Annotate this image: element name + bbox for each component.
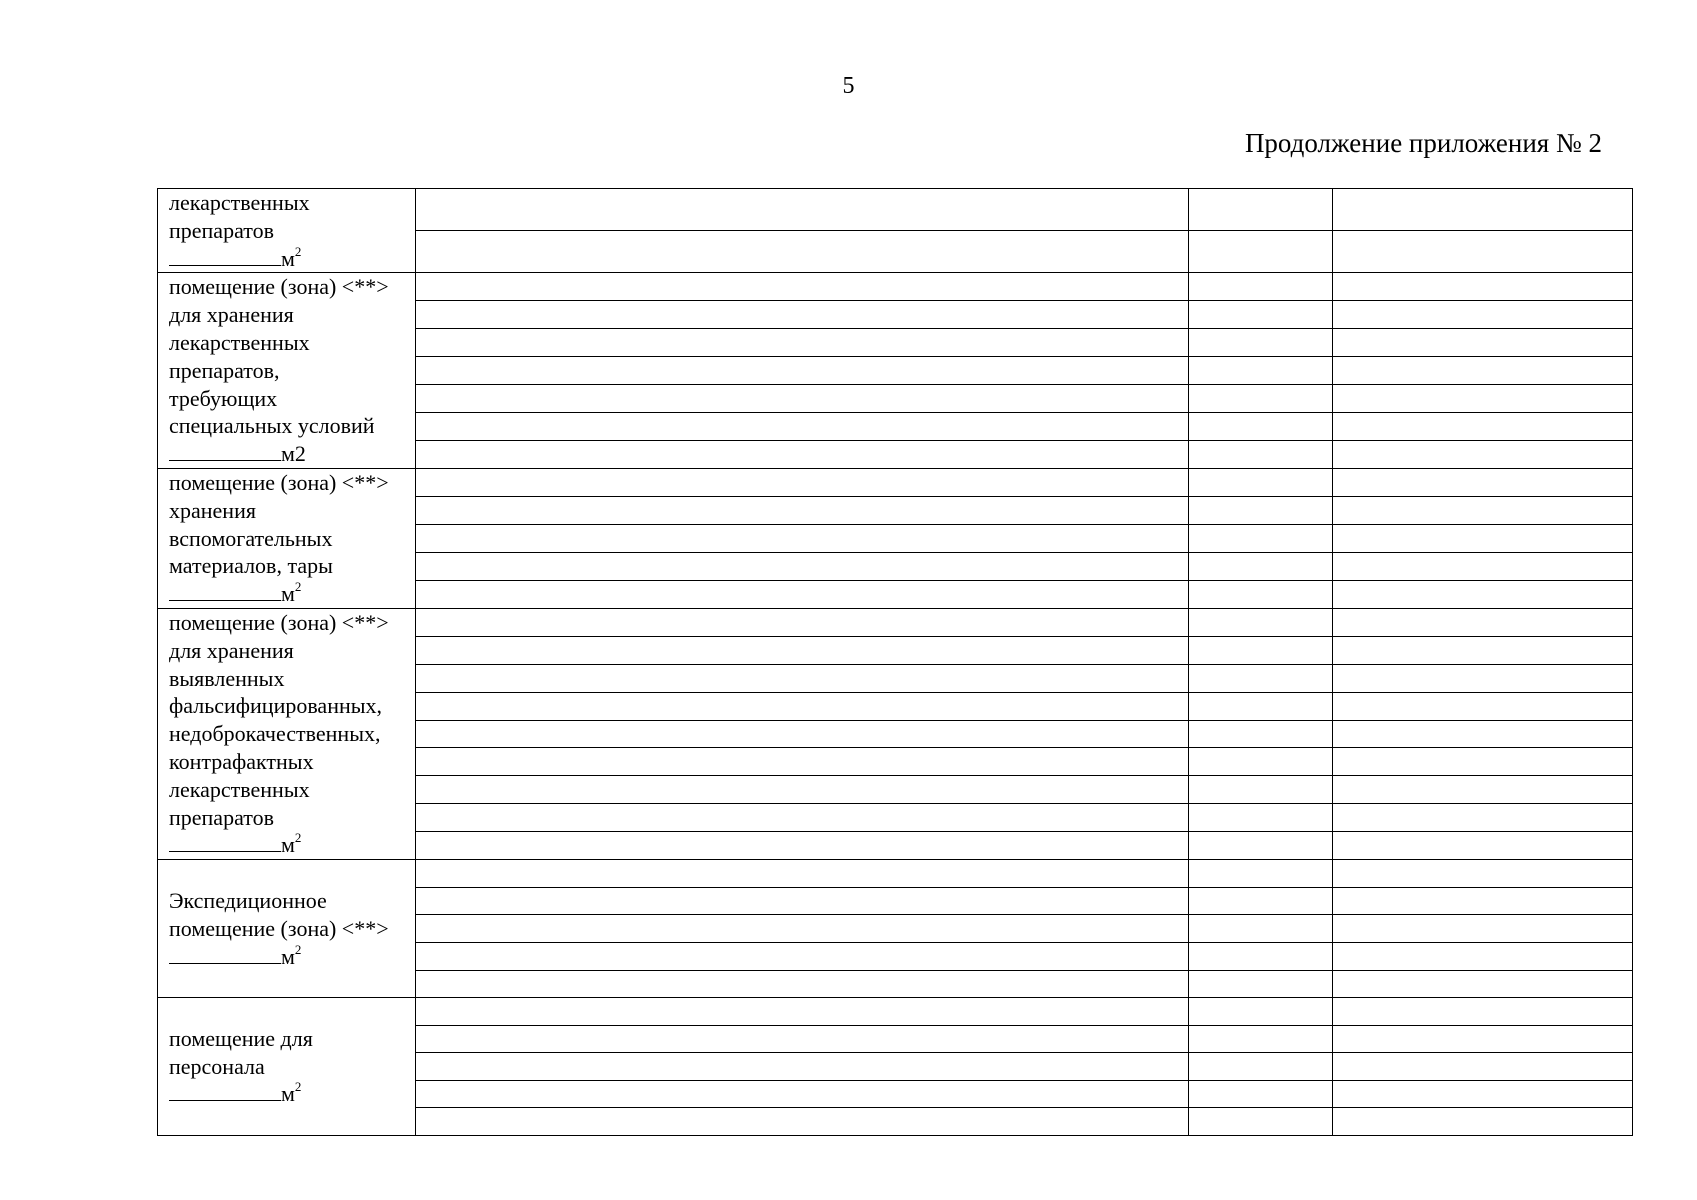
area-blank-line[interactable] — [169, 247, 281, 266]
notes-cell[interactable] — [1333, 231, 1633, 273]
notes-cell[interactable] — [1333, 664, 1633, 692]
label-line: фальсифицированных, — [169, 693, 383, 719]
quantity-cell[interactable] — [1189, 1108, 1333, 1136]
area-unit-superscript: 2 — [294, 579, 302, 595]
area-field[interactable] — [169, 440, 411, 468]
table-row — [158, 468, 1633, 496]
label-line: лекарственных — [169, 329, 310, 355]
notes-cell[interactable] — [1333, 329, 1633, 357]
description-cell[interactable] — [416, 385, 1189, 413]
notes-cell[interactable] — [1333, 357, 1633, 385]
label-line: требующих — [169, 385, 278, 411]
description-cell[interactable] — [416, 524, 1189, 552]
quantity-cell[interactable] — [1189, 441, 1333, 469]
quantity-cell[interactable] — [1189, 636, 1333, 664]
quantity-cell[interactable] — [1189, 776, 1333, 804]
description-cell[interactable] — [416, 273, 1189, 301]
area-blank-line[interactable] — [169, 945, 281, 964]
premises-label — [169, 273, 411, 468]
notes-cell[interactable] — [1333, 970, 1633, 998]
description-cell[interactable] — [416, 636, 1189, 664]
table-row — [158, 273, 1633, 301]
quantity-cell[interactable] — [1189, 580, 1333, 608]
description-cell[interactable] — [416, 998, 1189, 1026]
notes-cell[interactable] — [1333, 887, 1633, 915]
table-row — [158, 860, 1633, 888]
quantity-cell[interactable] — [1189, 552, 1333, 580]
notes-cell[interactable] — [1333, 942, 1633, 970]
description-cell[interactable] — [416, 804, 1189, 832]
description-cell[interactable] — [416, 748, 1189, 776]
area-unit: м — [281, 581, 295, 607]
table-row — [158, 189, 1633, 231]
notes-cell[interactable] — [1333, 1108, 1633, 1136]
notes-cell[interactable] — [1333, 608, 1633, 636]
table-row — [158, 998, 1633, 1026]
premises-label-cell — [158, 189, 416, 273]
area-field[interactable] — [169, 1080, 411, 1108]
notes-cell[interactable] — [1333, 1025, 1633, 1053]
description-cell[interactable] — [416, 496, 1189, 524]
description-cell[interactable] — [416, 776, 1189, 804]
notes-cell[interactable] — [1333, 1080, 1633, 1108]
quantity-cell[interactable] — [1189, 832, 1333, 860]
description-cell[interactable] — [416, 413, 1189, 441]
description-cell[interactable] — [416, 720, 1189, 748]
quantity-cell[interactable] — [1189, 942, 1333, 970]
quantity-cell[interactable] — [1189, 357, 1333, 385]
quantity-cell[interactable] — [1189, 231, 1333, 273]
area-unit-superscript: 2 — [294, 243, 302, 259]
notes-cell[interactable] — [1333, 468, 1633, 496]
notes-cell[interactable] — [1333, 580, 1633, 608]
quantity-cell[interactable] — [1189, 748, 1333, 776]
description-cell[interactable] — [416, 970, 1189, 998]
label-line: помещение для — [169, 1025, 313, 1051]
label-line: препаратов — [169, 217, 274, 243]
label-line: лекарственных — [169, 776, 310, 802]
notes-cell[interactable] — [1333, 189, 1633, 231]
area-unit-superscript: 2 — [294, 941, 302, 957]
quantity-cell[interactable] — [1189, 720, 1333, 748]
area-field[interactable] — [169, 580, 411, 608]
area-unit-superscript: 2 — [294, 830, 302, 846]
quantity-cell[interactable] — [1189, 608, 1333, 636]
quantity-cell[interactable] — [1189, 524, 1333, 552]
description-cell[interactable] — [416, 552, 1189, 580]
notes-cell[interactable] — [1333, 1053, 1633, 1081]
description-cell[interactable] — [416, 692, 1189, 720]
description-cell[interactable] — [416, 915, 1189, 943]
area-unit: м — [281, 245, 295, 271]
description-cell[interactable] — [416, 189, 1189, 231]
label-line: Экспедиционное — [169, 887, 327, 913]
area-unit: м — [281, 943, 295, 969]
area-field[interactable] — [169, 831, 411, 859]
description-cell[interactable] — [416, 832, 1189, 860]
label-line: помещение (зона) <**> — [169, 469, 389, 495]
premises-table — [157, 188, 1633, 1136]
quantity-cell[interactable] — [1189, 273, 1333, 301]
label-line: помещение (зона) <**> — [169, 274, 389, 300]
description-cell[interactable] — [416, 664, 1189, 692]
notes-cell[interactable] — [1333, 692, 1633, 720]
notes-cell[interactable] — [1333, 720, 1633, 748]
quantity-cell[interactable] — [1189, 329, 1333, 357]
notes-cell[interactable] — [1333, 636, 1633, 664]
label-line: помещение (зона) <**> — [169, 915, 389, 941]
quantity-cell[interactable] — [1189, 189, 1333, 231]
premises-label — [169, 1025, 411, 1108]
premises-label-cell — [158, 608, 416, 859]
quantity-cell[interactable] — [1189, 804, 1333, 832]
area-unit: м — [281, 832, 295, 858]
description-cell[interactable] — [416, 329, 1189, 357]
quantity-cell[interactable] — [1189, 970, 1333, 998]
quantity-cell[interactable] — [1189, 385, 1333, 413]
description-cell[interactable] — [416, 1108, 1189, 1136]
premises-label-cell — [158, 468, 416, 608]
description-cell[interactable] — [416, 1025, 1189, 1053]
notes-cell[interactable] — [1333, 776, 1633, 804]
description-cell[interactable] — [416, 942, 1189, 970]
area-blank-line[interactable] — [169, 1082, 281, 1101]
quantity-cell[interactable] — [1189, 468, 1333, 496]
description-cell[interactable] — [416, 887, 1189, 915]
quantity-cell[interactable] — [1189, 301, 1333, 329]
quantity-cell[interactable] — [1189, 998, 1333, 1026]
quantity-cell[interactable] — [1189, 413, 1333, 441]
quantity-cell[interactable] — [1189, 1053, 1333, 1081]
notes-cell[interactable] — [1333, 413, 1633, 441]
quantity-cell[interactable] — [1189, 1025, 1333, 1053]
table-body — [158, 189, 1633, 1136]
label-line: препаратов, — [169, 357, 280, 383]
quantity-cell[interactable] — [1189, 664, 1333, 692]
description-cell[interactable] — [416, 301, 1189, 329]
area-field[interactable] — [169, 245, 411, 273]
label-line: материалов, тары — [169, 553, 333, 579]
page-number: 5 — [842, 73, 855, 99]
description-cell[interactable] — [416, 580, 1189, 608]
notes-cell[interactable] — [1333, 832, 1633, 860]
notes-cell[interactable] — [1333, 998, 1633, 1026]
label-line: вспомогательных — [169, 525, 333, 551]
premises-label-cell — [158, 273, 416, 469]
area-blank-line[interactable] — [169, 582, 281, 601]
label-line: для хранения — [169, 302, 294, 328]
premises-label-cell — [158, 860, 416, 998]
premises-label — [169, 189, 411, 272]
quantity-cell[interactable] — [1189, 1080, 1333, 1108]
premises-label-cell — [158, 998, 416, 1136]
area-field[interactable] — [169, 943, 411, 971]
description-cell[interactable] — [416, 357, 1189, 385]
label-line: хранения — [169, 497, 256, 523]
description-cell[interactable] — [416, 231, 1189, 273]
label-line: персонала — [169, 1053, 265, 1079]
description-cell[interactable] — [416, 441, 1189, 469]
label-line: выявленных — [169, 665, 285, 691]
area-unit: м — [281, 1081, 295, 1107]
area-blank-line[interactable] — [169, 833, 281, 852]
label-line: помещение (зона) <**> — [169, 609, 389, 635]
label-line: препаратов — [169, 804, 274, 830]
label-line: контрафактных — [169, 748, 314, 774]
quantity-cell[interactable] — [1189, 860, 1333, 888]
notes-cell[interactable] — [1333, 301, 1633, 329]
label-line: для хранения — [169, 637, 294, 663]
notes-cell[interactable] — [1333, 552, 1633, 580]
description-cell[interactable] — [416, 608, 1189, 636]
notes-cell[interactable] — [1333, 748, 1633, 776]
notes-cell[interactable] — [1333, 441, 1633, 469]
area-unit: м2 — [281, 441, 306, 467]
label-line: специальных условий — [169, 413, 375, 439]
notes-cell[interactable] — [1333, 496, 1633, 524]
quantity-cell[interactable] — [1189, 692, 1333, 720]
notes-cell[interactable] — [1333, 915, 1633, 943]
notes-cell[interactable] — [1333, 524, 1633, 552]
description-cell[interactable] — [416, 1080, 1189, 1108]
label-line: лекарственных — [169, 190, 310, 215]
continuation-title: Продолжение приложения № 2 — [1244, 128, 1602, 158]
description-cell[interactable] — [416, 1053, 1189, 1081]
quantity-cell[interactable] — [1189, 887, 1333, 915]
table-row — [158, 608, 1633, 636]
notes-cell[interactable] — [1333, 273, 1633, 301]
premises-label — [169, 469, 411, 608]
area-blank-line[interactable] — [169, 442, 281, 461]
label-line: недоброкачественных, — [169, 721, 381, 747]
notes-cell[interactable] — [1333, 860, 1633, 888]
notes-cell[interactable] — [1333, 804, 1633, 832]
premises-label — [169, 887, 411, 970]
quantity-cell[interactable] — [1189, 915, 1333, 943]
description-cell[interactable] — [416, 860, 1189, 888]
notes-cell[interactable] — [1333, 385, 1633, 413]
description-cell[interactable] — [416, 468, 1189, 496]
premises-label — [169, 609, 411, 859]
quantity-cell[interactable] — [1189, 496, 1333, 524]
area-unit-superscript: 2 — [294, 1079, 302, 1095]
